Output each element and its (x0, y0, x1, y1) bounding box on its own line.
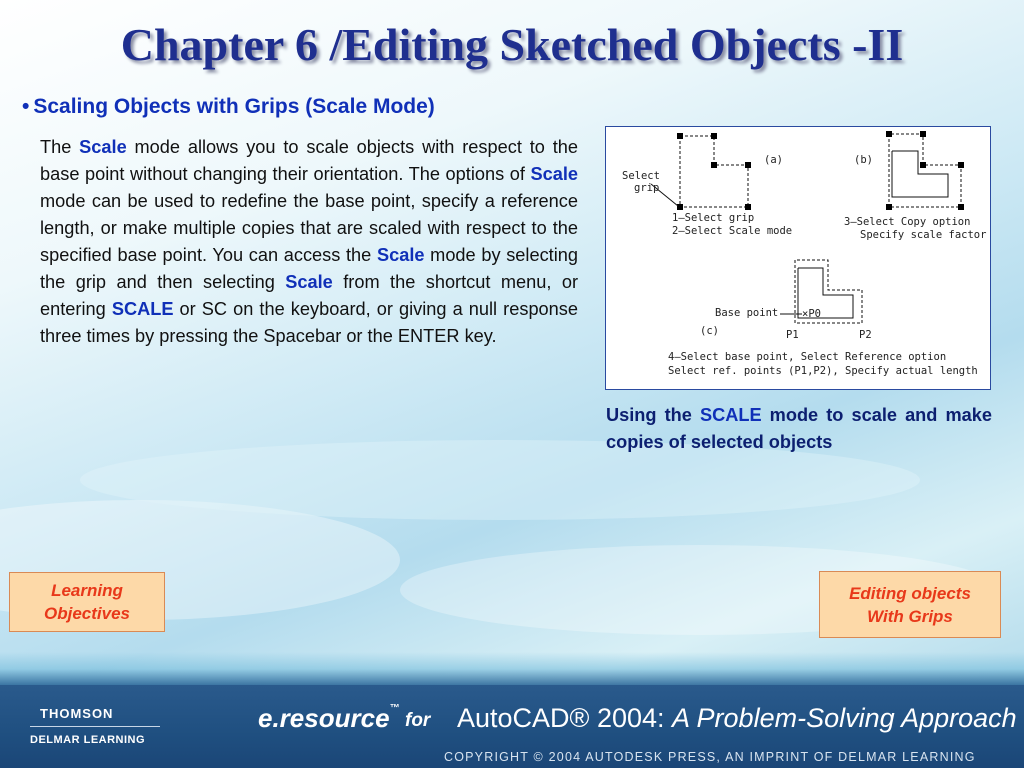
delmar-logo: DELMAR LEARNING (30, 734, 146, 746)
editing-objects-line-1: Editing objects (849, 583, 971, 603)
slide-title: Chapter 6 /Editing Sketched Objects -II (120, 19, 904, 70)
body-keyword: Scale (79, 137, 127, 157)
base-point-label: Base point (715, 307, 779, 319)
p0-label: ×P0 (802, 308, 821, 320)
caption-keyword: SCALE (699, 405, 762, 425)
product-subtitle: A Problem-Solving Approach (672, 703, 1017, 733)
learning-objectives-button[interactable] (9, 572, 165, 632)
editing-objects-line-2: With Grips (867, 606, 953, 626)
thomson-logo: THOMSON (40, 706, 114, 721)
label-b: (b) (854, 154, 873, 166)
eresource-text: e.resource (258, 703, 390, 733)
footer-stripe (0, 652, 1024, 686)
caption-before: Using the (606, 405, 700, 425)
product-name: AutoCAD® 2004: (457, 703, 665, 733)
caption-after: mode to scale and make copies of selected objects (606, 405, 992, 452)
drawing-b (889, 134, 961, 207)
for-label: for (405, 710, 431, 731)
step-2: 2—Select Scale mode (672, 225, 793, 237)
heading-text: Scaling Objects with Grips (Scale Mode) (33, 95, 435, 118)
step-3a: 3—Select Copy option (844, 216, 971, 228)
body-segment: or SC on the keyboard, or giving a null response three times by pressing the Spacebar or the ENTER key. (40, 299, 578, 346)
step-3b: Specify scale factor (860, 229, 987, 241)
body-segment: The (40, 137, 80, 157)
body-segment: mode can be used to redefine the base point, specify a reference length, or make multiple copies that are scaled with respect to the specified base point. You can access the (40, 191, 578, 265)
scale-mode-figure (605, 126, 991, 390)
body-keyword: Scale (530, 164, 578, 184)
p2-label: P2 (859, 329, 872, 341)
eresource-tm: ™ (389, 703, 400, 714)
figure-caption (606, 402, 992, 456)
body-segment: from the shortcut menu, or entering (40, 272, 578, 319)
body-paragraph (40, 134, 578, 350)
learning-objectives-line-2: Objectives (44, 604, 130, 623)
p1-label: P1 (786, 329, 799, 341)
drawing-b-grips (886, 131, 964, 210)
editing-objects-button[interactable] (819, 571, 1001, 638)
label-c: (c) (700, 325, 719, 337)
step-4a: 4—Select base point, Select Reference option (668, 351, 947, 363)
step-4b: Select ref. points (P1,P2), Specify actual length (668, 365, 978, 377)
bullet-heading (22, 95, 435, 119)
select-grip-label-1: Select (622, 170, 660, 182)
eresource-logo (258, 703, 400, 734)
body-keyword: Scale (285, 272, 333, 292)
body-segment: mode allows you to scale objects with respect to the base point without changing their orientation. The options of (40, 137, 578, 184)
learning-objectives-line-1: Learning (51, 581, 123, 600)
body-keyword: Scale (376, 245, 425, 265)
body-keyword: SCALE (111, 299, 174, 319)
copyright-text: COPYRIGHT © 2004 AUTODESK PRESS, AN IMPRINT OF DELMAR LEARNING (444, 750, 976, 764)
step-1: 1—Select grip (672, 212, 755, 224)
label-a: (a) (764, 154, 783, 166)
body-segment: mode by selecting the grip and then selecting (40, 245, 578, 292)
logo-divider (30, 726, 160, 727)
product-title (457, 703, 1017, 734)
select-grip-label-2: grip (634, 182, 660, 194)
drawing-a (680, 136, 748, 207)
bullet-dot: • (22, 95, 30, 118)
